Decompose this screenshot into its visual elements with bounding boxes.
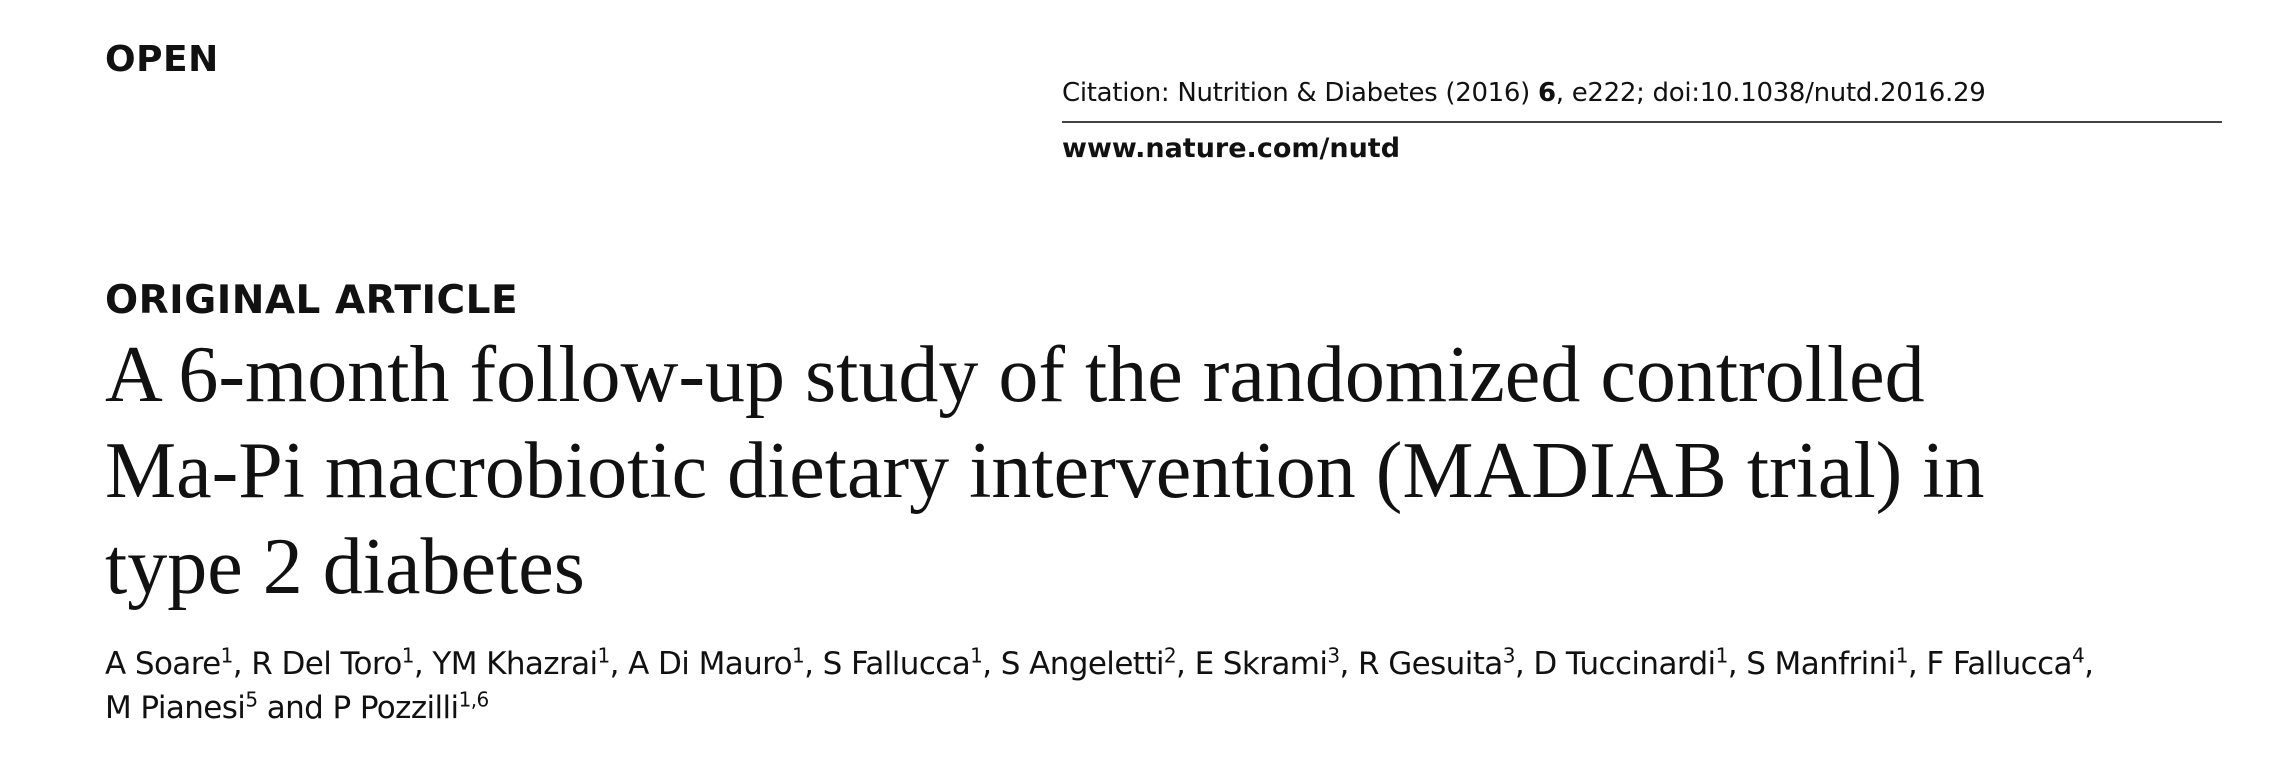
title-line-2: Ma-Pi macrobiotic dietary intervention (MADIAB trial) in [105,427,1985,515]
author-separator: , [804,646,823,682]
open-access-label: OPEN [105,39,219,80]
author-name: E Skrami [1194,646,1328,682]
author-entry [332,687,489,726]
author-affiliation-marker: 1,6 [458,687,489,712]
author-separator: , [609,646,629,682]
author-name: D Tuccinardi [1533,646,1716,682]
author-name: S Angeletti [1000,646,1164,682]
author-name: P Pozzilli [332,690,459,726]
author-affiliation-marker: 1 [1715,643,1728,668]
article-title [105,327,2205,615]
author-name: S Manfrini [1746,646,1896,682]
author-affiliation-marker: 2 [1163,643,1177,668]
author-separator: and [257,690,333,726]
author-affiliation-marker: 3 [1327,643,1340,668]
author-line-1 [105,642,2225,686]
author-entry [628,643,823,682]
citation-line [1062,80,2222,106]
author-separator: , [2084,646,2094,682]
author-name: YM Khazrai [432,646,598,682]
author-entry [1194,643,1359,682]
author-entry [432,643,629,682]
author-list [105,642,2225,730]
author-name: R Gesuita [1358,646,1503,682]
author-affiliation-marker: 1 [220,643,233,668]
author-separator: , [1907,646,1927,682]
citation-block [1062,80,2222,162]
author-affiliation-marker: 4 [2071,643,2085,668]
author-affiliation-marker: 1 [597,643,610,668]
author-affiliation-marker: 1 [792,643,805,668]
header-divider [1062,121,2222,123]
author-entry [1746,643,1927,682]
author-name: R Del Toro [251,646,402,682]
author-entry [1358,643,1534,682]
author-separator: , [1176,646,1195,682]
author-separator: , [1727,646,1747,682]
author-affiliation-marker: 1 [970,643,983,668]
author-affiliation-marker: 1 [1895,643,1908,668]
author-separator: , [413,646,433,682]
author-entry [1533,643,1747,682]
author-entry [105,643,252,682]
author-entry [822,643,1001,682]
author-entry [251,643,433,682]
author-separator: , [1339,646,1359,682]
author-name: M Pianesi [105,690,246,726]
author-name: S Fallucca [822,646,971,682]
journal-url-link[interactable]: www.nature.com/nutd [1062,133,1401,164]
author-affiliation-marker: 5 [245,687,258,712]
author-affiliation-marker: 3 [1502,643,1515,668]
citation-suffix: , e222; doi:10.1038/nutd.2016.29 [1555,78,1986,108]
author-name: F Fallucca [1926,646,2072,682]
citation-volume: 6 [1537,78,1556,108]
author-name: A Soare [105,646,221,682]
author-line-2 [105,686,2225,730]
author-entry [1000,643,1195,682]
author-entry [1926,643,2094,682]
article-type-label: ORIGINAL ARTICLE [105,278,519,323]
title-line-1: A 6-month follow-up study of the randomized controlled [105,331,1925,419]
author-separator: , [982,646,1001,682]
citation-prefix: Citation: Nutrition & Diabetes (2016) [1062,78,1538,108]
title-line-3: type 2 diabetes [105,523,585,611]
author-entry [105,687,333,726]
author-separator: , [1514,646,1534,682]
author-name: A Di Mauro [628,646,792,682]
author-separator: , [232,646,252,682]
author-affiliation-marker: 1 [401,643,414,668]
